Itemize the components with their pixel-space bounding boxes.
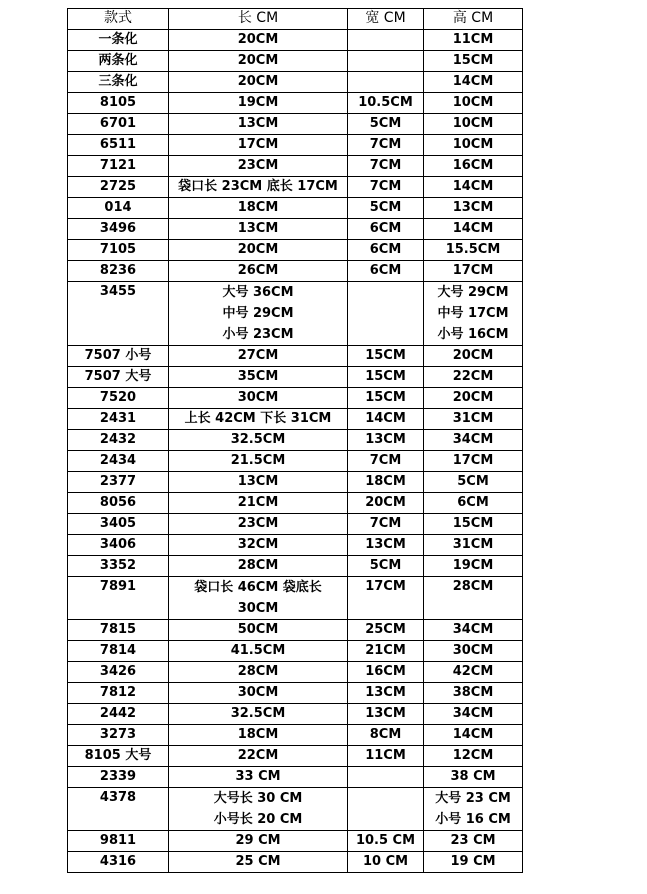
cell-width: 7CM bbox=[348, 451, 424, 472]
table-row bbox=[68, 556, 523, 577]
cell-length bbox=[169, 577, 348, 620]
cell-height: 20CM bbox=[424, 388, 523, 409]
cell-width: 14CM bbox=[348, 409, 424, 430]
cell-height: 17CM bbox=[424, 261, 523, 282]
cell-length: 32CM bbox=[169, 535, 348, 556]
table-row bbox=[68, 93, 523, 114]
cell-line: 小号长 20 CM bbox=[213, 812, 303, 827]
table-row bbox=[68, 767, 523, 788]
cell-width: 5CM bbox=[348, 114, 424, 135]
table-row bbox=[68, 641, 523, 662]
cell-height: 15CM bbox=[424, 514, 523, 535]
cell-length: 29 CM bbox=[169, 831, 348, 852]
cell-style: 3426 bbox=[68, 662, 169, 683]
cell-style: 2434 bbox=[68, 451, 169, 472]
cell-width: 13CM bbox=[348, 704, 424, 725]
cell-height: 16CM bbox=[424, 156, 523, 177]
cell-style: 8105 bbox=[68, 93, 169, 114]
cell-width: 15CM bbox=[348, 346, 424, 367]
cell-length: 26CM bbox=[169, 261, 348, 282]
cell-length: 23CM bbox=[169, 156, 348, 177]
header-length: 长 CM bbox=[169, 9, 348, 30]
cell-style: 8236 bbox=[68, 261, 169, 282]
cell-width: 13CM bbox=[348, 535, 424, 556]
cell-height: 23 CM bbox=[424, 831, 523, 852]
cell-length: 50CM bbox=[169, 620, 348, 641]
table-row bbox=[68, 831, 523, 852]
cell-height: 10CM bbox=[424, 135, 523, 156]
cell-style: 6701 bbox=[68, 114, 169, 135]
cell-style: 7815 bbox=[68, 620, 169, 641]
cell-height: 14CM bbox=[424, 72, 523, 93]
table-row bbox=[68, 788, 523, 831]
cell-height: 19 CM bbox=[424, 852, 523, 873]
cell-height: 5CM bbox=[424, 472, 523, 493]
cell-line: 大号 23 CM bbox=[435, 791, 511, 806]
cell-length: 20CM bbox=[169, 51, 348, 72]
cell-style: 8105 大号 bbox=[68, 746, 169, 767]
cell-width: 6CM bbox=[348, 261, 424, 282]
cell-style: 9811 bbox=[68, 831, 169, 852]
cell-style: 3273 bbox=[68, 725, 169, 746]
table-row bbox=[68, 852, 523, 873]
cell-style: 3455 bbox=[68, 282, 169, 346]
cell-width bbox=[348, 72, 424, 93]
cell-length: 23CM bbox=[169, 514, 348, 535]
table-row bbox=[68, 683, 523, 704]
cell-width: 13CM bbox=[348, 683, 424, 704]
cell-line: 中号 17CM bbox=[437, 306, 509, 321]
cell-width: 25CM bbox=[348, 620, 424, 641]
cell-style: 7121 bbox=[68, 156, 169, 177]
cell-width: 7CM bbox=[348, 177, 424, 198]
cell-style: 3405 bbox=[68, 514, 169, 535]
cell-style: 一条化 bbox=[68, 30, 169, 51]
cell-length: 13CM bbox=[169, 219, 348, 240]
table-row bbox=[68, 156, 523, 177]
cell-style: 8056 bbox=[68, 493, 169, 514]
cell-style: 2377 bbox=[68, 472, 169, 493]
table-row bbox=[68, 662, 523, 683]
cell-line: 大号 36CM bbox=[222, 285, 294, 300]
cell-width: 7CM bbox=[348, 135, 424, 156]
cell-length: 20CM bbox=[169, 240, 348, 261]
cell-height: 15.5CM bbox=[424, 240, 523, 261]
cell-length: 32.5CM bbox=[169, 704, 348, 725]
cell-length: 18CM bbox=[169, 725, 348, 746]
cell-height bbox=[424, 788, 523, 831]
cell-length: 22CM bbox=[169, 746, 348, 767]
cell-width: 15CM bbox=[348, 388, 424, 409]
table-row bbox=[68, 725, 523, 746]
cell-length: 上长 42CM 下长 31CM bbox=[169, 409, 348, 430]
cell-height: 20CM bbox=[424, 346, 523, 367]
cell-height: 10CM bbox=[424, 114, 523, 135]
table-row bbox=[68, 51, 523, 72]
header-style: 款式 bbox=[68, 9, 169, 30]
cell-style: 3406 bbox=[68, 535, 169, 556]
cell-height: 14CM bbox=[424, 177, 523, 198]
cell-height: 34CM bbox=[424, 620, 523, 641]
cell-length bbox=[169, 282, 348, 346]
cell-width bbox=[348, 282, 424, 346]
cell-height: 14CM bbox=[424, 219, 523, 240]
cell-length: 35CM bbox=[169, 367, 348, 388]
table-row bbox=[68, 704, 523, 725]
size-table-body bbox=[68, 9, 523, 873]
cell-style: 7520 bbox=[68, 388, 169, 409]
table-row bbox=[68, 493, 523, 514]
cell-length: 21.5CM bbox=[169, 451, 348, 472]
cell-style: 3352 bbox=[68, 556, 169, 577]
cell-style: 7105 bbox=[68, 240, 169, 261]
cell-height: 22CM bbox=[424, 367, 523, 388]
cell-style: 7891 bbox=[68, 577, 169, 620]
table-row bbox=[68, 346, 523, 367]
cell-line: 大号 29CM bbox=[437, 285, 509, 300]
cell-height: 12CM bbox=[424, 746, 523, 767]
cell-height: 14CM bbox=[424, 725, 523, 746]
cell-length: 20CM bbox=[169, 72, 348, 93]
cell-length: 18CM bbox=[169, 198, 348, 219]
cell-width: 16CM bbox=[348, 662, 424, 683]
cell-length: 30CM bbox=[169, 388, 348, 409]
table-row bbox=[68, 177, 523, 198]
cell-style: 4316 bbox=[68, 852, 169, 873]
cell-length bbox=[169, 788, 348, 831]
cell-height: 34CM bbox=[424, 704, 523, 725]
cell-line: 小号 16CM bbox=[437, 327, 509, 342]
cell-height: 19CM bbox=[424, 556, 523, 577]
cell-style: 7812 bbox=[68, 683, 169, 704]
table-row bbox=[68, 135, 523, 156]
cell-width: 13CM bbox=[348, 430, 424, 451]
cell-length: 28CM bbox=[169, 556, 348, 577]
cell-length: 25 CM bbox=[169, 852, 348, 873]
cell-length: 28CM bbox=[169, 662, 348, 683]
cell-height: 30CM bbox=[424, 641, 523, 662]
cell-height: 38CM bbox=[424, 683, 523, 704]
header-height: 高 CM bbox=[424, 9, 523, 30]
cell-line: 小号 16 CM bbox=[435, 812, 511, 827]
table-row bbox=[68, 198, 523, 219]
cell-width: 17CM bbox=[348, 577, 424, 620]
table-row bbox=[68, 430, 523, 451]
table-row bbox=[68, 261, 523, 282]
cell-style: 4378 bbox=[68, 788, 169, 831]
cell-width: 6CM bbox=[348, 219, 424, 240]
cell-line: 大号长 30 CM bbox=[213, 791, 303, 806]
cell-length: 21CM bbox=[169, 493, 348, 514]
cell-length: 19CM bbox=[169, 93, 348, 114]
cell-height: 34CM bbox=[424, 430, 523, 451]
table-row bbox=[68, 72, 523, 93]
cell-width: 20CM bbox=[348, 493, 424, 514]
table-row bbox=[68, 472, 523, 493]
cell-style: 两条化 bbox=[68, 51, 169, 72]
table-row bbox=[68, 514, 523, 535]
cell-style: 7507 小号 bbox=[68, 346, 169, 367]
cell-width: 5CM bbox=[348, 198, 424, 219]
table-header-row bbox=[68, 9, 523, 30]
header-width: 宽 CM bbox=[348, 9, 424, 30]
cell-width: 15CM bbox=[348, 367, 424, 388]
cell-width: 6CM bbox=[348, 240, 424, 261]
cell-width: 10.5CM bbox=[348, 93, 424, 114]
cell-height: 38 CM bbox=[424, 767, 523, 788]
cell-width: 10.5 CM bbox=[348, 831, 424, 852]
cell-length: 27CM bbox=[169, 346, 348, 367]
cell-style: 2339 bbox=[68, 767, 169, 788]
cell-line: 30CM bbox=[237, 601, 279, 616]
cell-line: 小号 23CM bbox=[222, 327, 294, 342]
table-row bbox=[68, 409, 523, 430]
cell-height: 11CM bbox=[424, 30, 523, 51]
cell-width: 21CM bbox=[348, 641, 424, 662]
cell-width bbox=[348, 51, 424, 72]
cell-width: 5CM bbox=[348, 556, 424, 577]
cell-height: 31CM bbox=[424, 535, 523, 556]
table-row bbox=[68, 535, 523, 556]
table-row bbox=[68, 30, 523, 51]
table-row bbox=[68, 219, 523, 240]
table-row bbox=[68, 282, 523, 346]
table-row bbox=[68, 388, 523, 409]
cell-length: 30CM bbox=[169, 683, 348, 704]
cell-height: 10CM bbox=[424, 93, 523, 114]
cell-style: 014 bbox=[68, 198, 169, 219]
table-row bbox=[68, 746, 523, 767]
cell-width: 18CM bbox=[348, 472, 424, 493]
cell-length: 13CM bbox=[169, 114, 348, 135]
size-table bbox=[67, 8, 523, 873]
cell-width bbox=[348, 30, 424, 51]
table-row bbox=[68, 240, 523, 261]
cell-length: 袋口长 23CM 底长 17CM bbox=[169, 177, 348, 198]
cell-height: 6CM bbox=[424, 493, 523, 514]
cell-height: 13CM bbox=[424, 198, 523, 219]
cell-style: 2432 bbox=[68, 430, 169, 451]
cell-style: 2431 bbox=[68, 409, 169, 430]
cell-width bbox=[348, 788, 424, 831]
cell-width: 8CM bbox=[348, 725, 424, 746]
cell-height: 42CM bbox=[424, 662, 523, 683]
table-row bbox=[68, 367, 523, 388]
table-row bbox=[68, 451, 523, 472]
cell-width: 10 CM bbox=[348, 852, 424, 873]
cell-style: 3496 bbox=[68, 219, 169, 240]
cell-length: 13CM bbox=[169, 472, 348, 493]
cell-style: 7814 bbox=[68, 641, 169, 662]
cell-width: 7CM bbox=[348, 156, 424, 177]
cell-height: 31CM bbox=[424, 409, 523, 430]
table-row bbox=[68, 114, 523, 135]
cell-line: 中号 29CM bbox=[222, 306, 294, 321]
cell-style: 7507 大号 bbox=[68, 367, 169, 388]
cell-style: 2442 bbox=[68, 704, 169, 725]
cell-style: 2725 bbox=[68, 177, 169, 198]
cell-width bbox=[348, 767, 424, 788]
cell-width: 11CM bbox=[348, 746, 424, 767]
cell-length: 32.5CM bbox=[169, 430, 348, 451]
cell-height: 28CM bbox=[424, 577, 523, 620]
cell-length: 17CM bbox=[169, 135, 348, 156]
cell-line: 袋口长 46CM 袋底长 bbox=[194, 580, 322, 595]
cell-length: 20CM bbox=[169, 30, 348, 51]
cell-width: 7CM bbox=[348, 514, 424, 535]
table-row bbox=[68, 577, 523, 620]
cell-style: 6511 bbox=[68, 135, 169, 156]
cell-height: 17CM bbox=[424, 451, 523, 472]
cell-style: 三条化 bbox=[68, 72, 169, 93]
cell-length: 41.5CM bbox=[169, 641, 348, 662]
cell-length: 33 CM bbox=[169, 767, 348, 788]
cell-height bbox=[424, 282, 523, 346]
table-row bbox=[68, 620, 523, 641]
cell-height: 15CM bbox=[424, 51, 523, 72]
